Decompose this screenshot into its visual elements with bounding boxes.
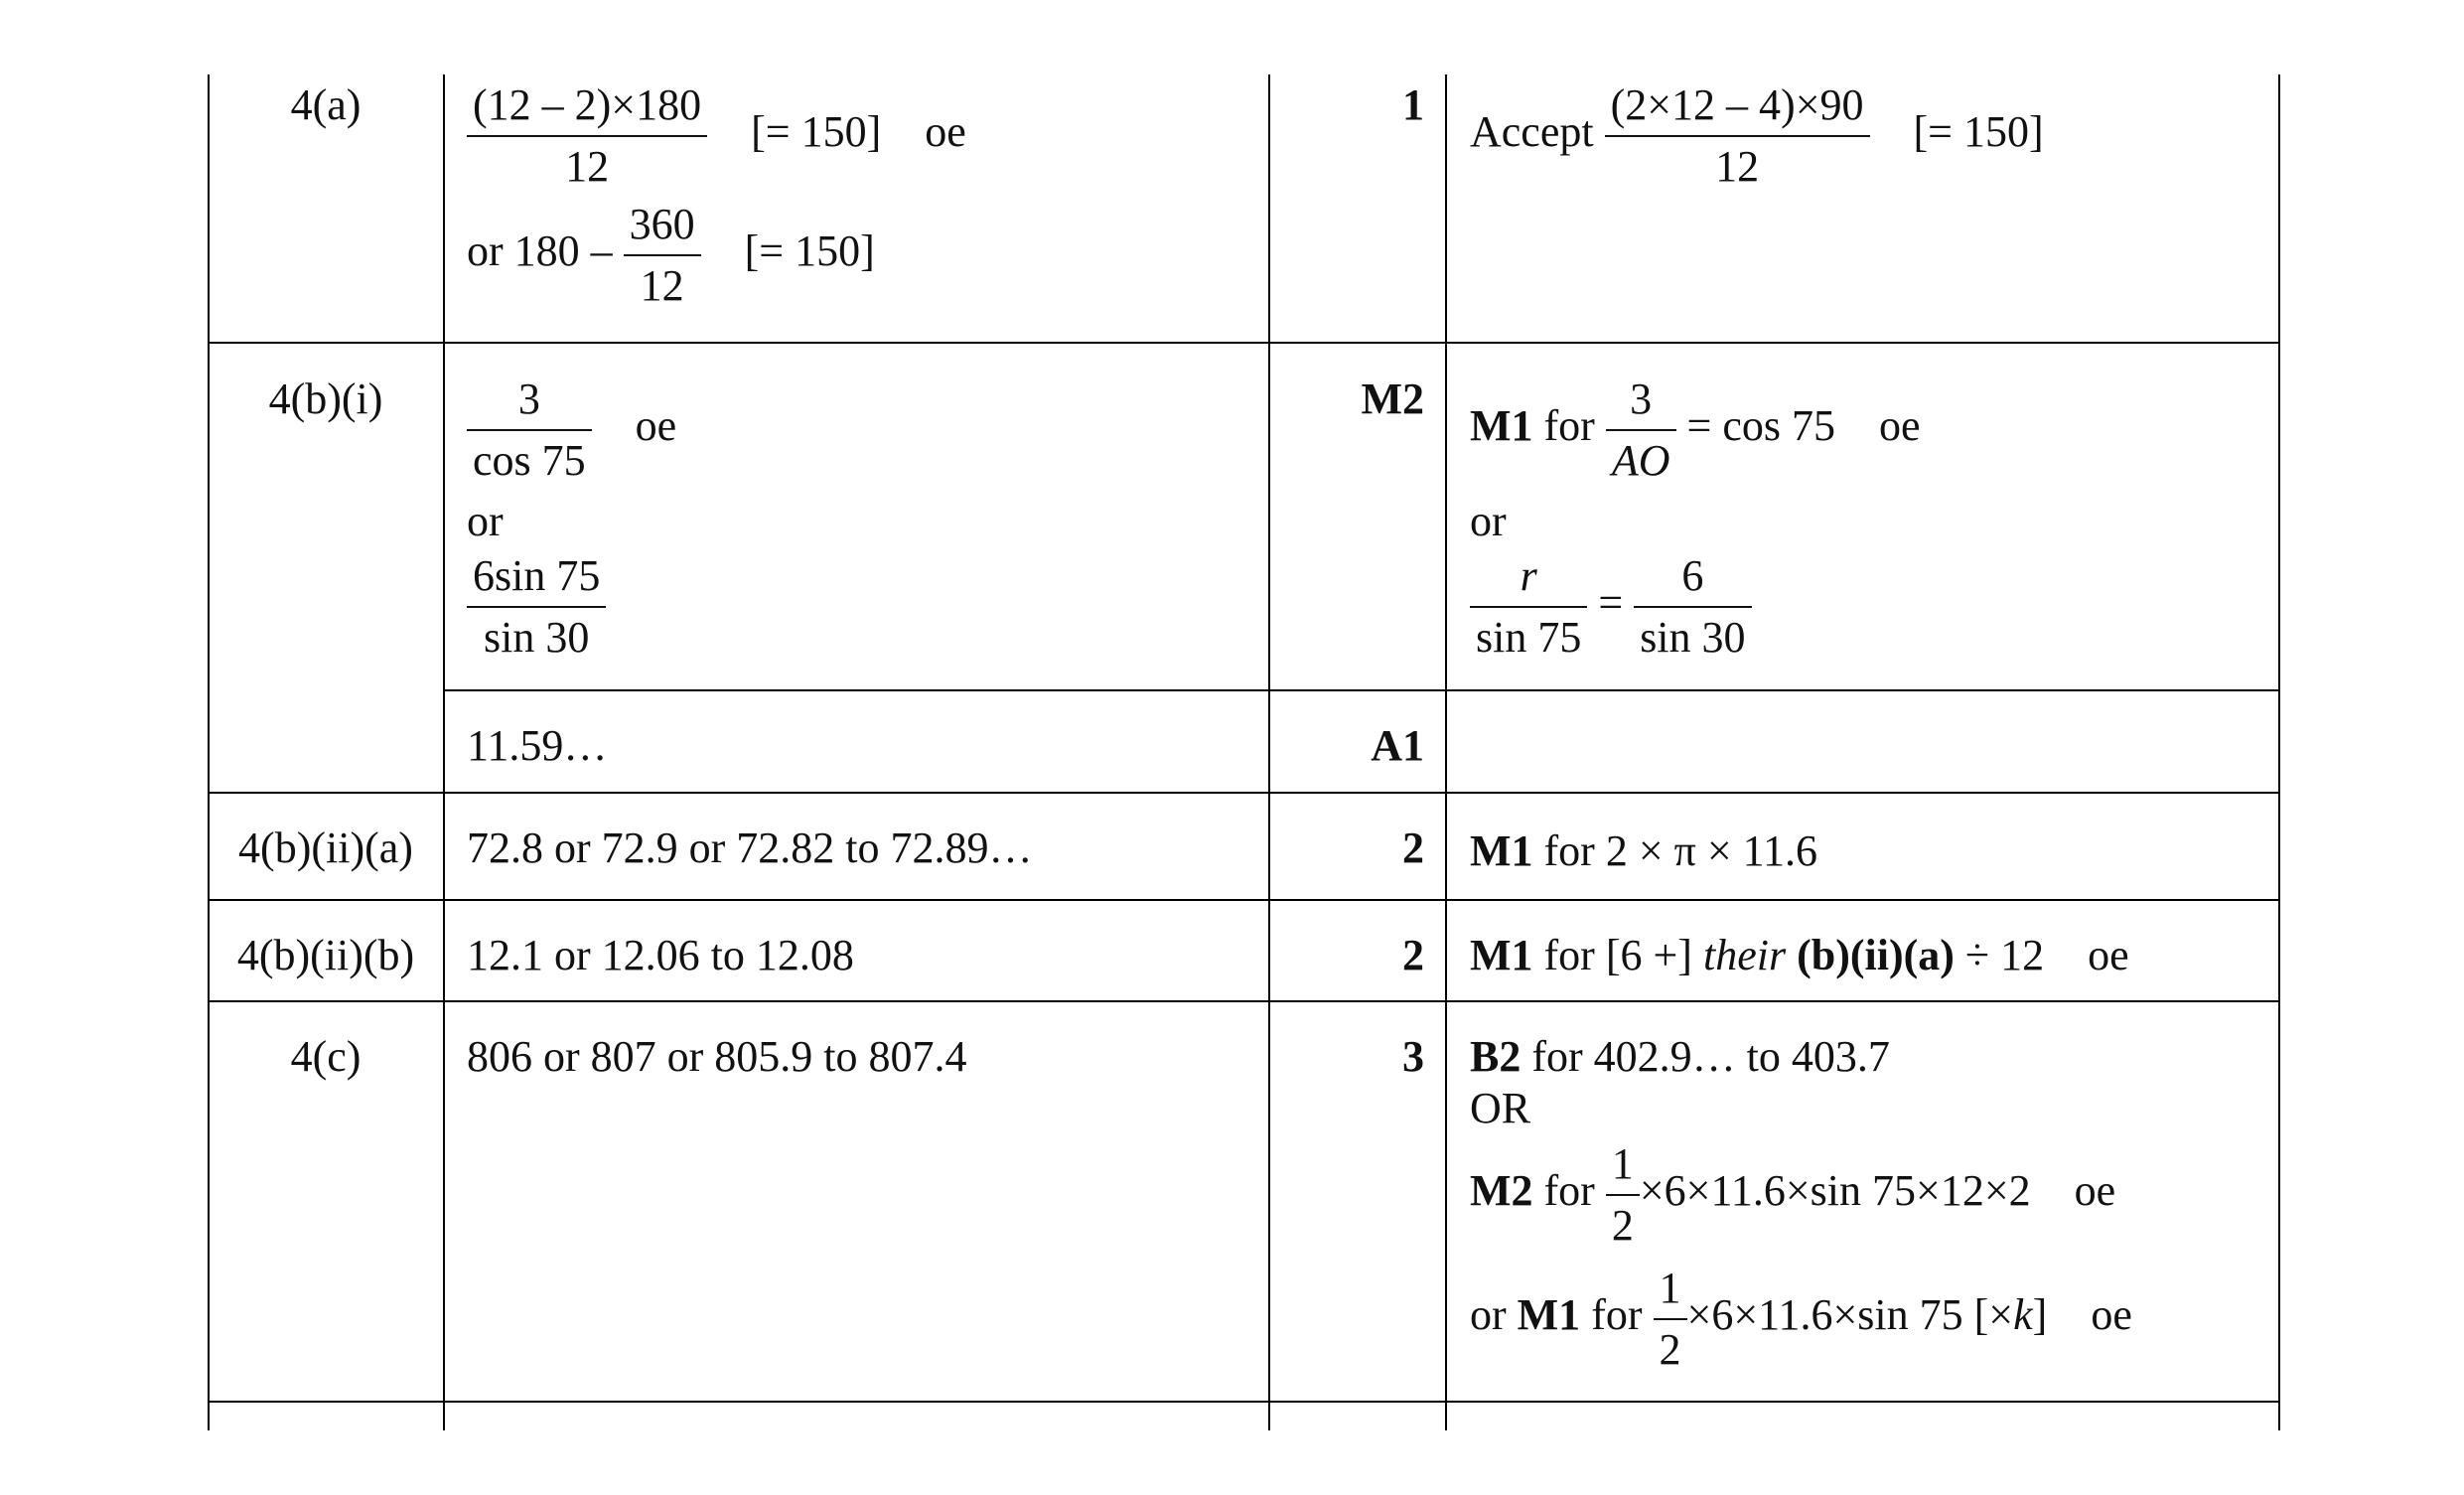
fraction <box>1606 374 1676 485</box>
fraction <box>467 551 606 662</box>
guidance-cell <box>1470 826 1818 875</box>
fraction <box>1654 1264 1687 1374</box>
fraction <box>1470 551 1587 662</box>
column-divider-question <box>443 75 445 1430</box>
guidance-cell <box>1470 374 1921 485</box>
accept-label: Accept <box>1470 107 1594 157</box>
answer-cell <box>467 80 966 191</box>
fraction-numerator: (2×12 – 4)×90 <box>1605 83 1870 137</box>
marks: A1 <box>1371 721 1424 770</box>
fraction-denominator: 2 <box>1611 1201 1634 1250</box>
column-divider-answer <box>1268 75 1270 1430</box>
guidance-for: for <box>1543 1166 1595 1216</box>
marks: 2 <box>1402 931 1424 979</box>
guidance-part-ref: (b)(ii)(a) <box>1797 931 1955 979</box>
guidance-or: or <box>1470 497 1507 545</box>
guidance-value: [= 150] <box>1913 107 2044 157</box>
oe-note: oe <box>635 401 677 451</box>
fraction-denominator: sin 75 <box>1476 613 1582 662</box>
mark-code: M2 <box>1470 1166 1533 1216</box>
guidance-cell <box>1470 931 2129 979</box>
answer-cell: 11.59… <box>467 721 608 770</box>
answer-alternative <box>467 200 875 310</box>
answer-cell: 72.8 or 72.9 or 72.82 to 72.89… <box>467 823 1033 872</box>
marks: 1 <box>1402 80 1424 129</box>
row-divider <box>209 899 2280 901</box>
fraction <box>1605 80 1870 191</box>
answer-or: or <box>467 497 504 545</box>
answer-cell: 806 or 807 or 805.9 to 807.4 <box>467 1032 967 1081</box>
guidance-line-m1 <box>1470 1264 2132 1374</box>
guidance-for: for <box>1591 1290 1643 1340</box>
fraction-denominator: 12 <box>1715 142 1760 191</box>
fraction-denominator: 12 <box>565 142 610 191</box>
fraction <box>1634 551 1751 662</box>
question-number: 4(c) <box>290 1032 362 1081</box>
mark-code: M1 <box>1470 826 1533 875</box>
fraction-numerator: 6sin 75 <box>467 554 606 608</box>
guidance-expression: ×6×11.6×sin 75×12×2 <box>1639 1166 2031 1216</box>
guidance-or: or <box>1470 1290 1507 1340</box>
mark-code: M1 <box>1470 401 1533 451</box>
fraction-denominator: sin 30 <box>484 613 590 662</box>
fraction-denominator: 12 <box>640 261 684 310</box>
guidance-expression: ×6×11.6×sin 75 [× <box>1686 1290 2014 1340</box>
guidance-text: for 2 × π × 11.6 <box>1543 826 1818 875</box>
guidance-text: for 402.9… to 403.7 <box>1531 1032 1890 1081</box>
guidance-expression: ÷ 12 <box>1964 931 2045 979</box>
fraction-denominator: AO <box>1611 436 1670 485</box>
guidance-for: for <box>1543 401 1595 451</box>
oe-note: oe <box>2091 1290 2132 1340</box>
guidance-alternative <box>1470 551 1752 662</box>
table-border-right <box>2278 75 2280 1430</box>
answer-value: [= 150] <box>751 107 882 157</box>
guidance-expression: = cos 75 <box>1686 401 1835 451</box>
row-divider <box>209 792 2280 794</box>
answer-or-prefix: or 180 – <box>467 226 613 276</box>
answer-value: [= 150] <box>744 226 875 276</box>
question-number: 4(b)(ii)(b) <box>236 931 415 979</box>
table-border-left <box>208 75 210 1430</box>
guidance-variable: k <box>2013 1290 2033 1340</box>
fraction-numerator: r <box>1470 554 1587 608</box>
mark-code: M1 <box>1470 931 1533 979</box>
mark-code: M1 <box>1517 1290 1581 1340</box>
row-divider <box>209 342 2280 344</box>
row-divider <box>209 1000 2280 1002</box>
question-number: 4(b)(ii)(a) <box>238 823 413 872</box>
fraction-denominator: 2 <box>1659 1325 1681 1374</box>
fraction <box>624 200 701 310</box>
fraction-numerator: 3 <box>467 377 592 431</box>
fraction-numerator: 1 <box>1606 1142 1640 1196</box>
fraction-numerator: 6 <box>1634 554 1751 608</box>
marks: 2 <box>1402 823 1424 872</box>
guidance-line-m2 <box>1470 1139 2116 1250</box>
marks: M2 <box>1361 374 1424 423</box>
fraction-denominator: sin 30 <box>1640 613 1746 662</box>
guidance-or-caps: OR <box>1470 1084 1531 1132</box>
answer-cell: 12.1 or 12.06 to 12.08 <box>467 931 854 979</box>
row-divider-partial <box>443 689 2280 691</box>
equals-sign: = <box>1598 578 1624 628</box>
mark-code: B2 <box>1470 1032 1522 1081</box>
fraction-denominator: cos 75 <box>473 436 586 485</box>
oe-note: oe <box>1878 401 1921 451</box>
guidance-line-b2 <box>1470 1032 1890 1081</box>
guidance-their: their <box>1702 931 1787 979</box>
fraction-numerator: 3 <box>1606 377 1676 431</box>
fraction <box>467 374 592 485</box>
question-number: 4(b)(i) <box>268 374 383 423</box>
fraction-numerator: (12 – 2)×180 <box>467 83 707 137</box>
guidance-cell <box>1470 80 2044 191</box>
question-number: 4(a) <box>290 80 362 129</box>
oe-note: oe <box>2074 1166 2116 1216</box>
answer-cell <box>467 374 677 485</box>
column-divider-marks <box>1445 75 1447 1430</box>
fraction <box>1606 1139 1640 1250</box>
answer-alternative <box>467 551 606 662</box>
fraction-numerator: 1 <box>1654 1267 1687 1320</box>
marks: 3 <box>1402 1032 1424 1081</box>
guidance-expression-end: ] <box>2032 1290 2048 1340</box>
fraction-numerator: 360 <box>624 203 701 256</box>
oe-note: oe <box>2088 931 2129 979</box>
row-divider <box>209 1401 2280 1403</box>
oe-note: oe <box>925 107 966 157</box>
fraction <box>467 80 707 191</box>
guidance-for: for [6 +] <box>1543 931 1692 979</box>
